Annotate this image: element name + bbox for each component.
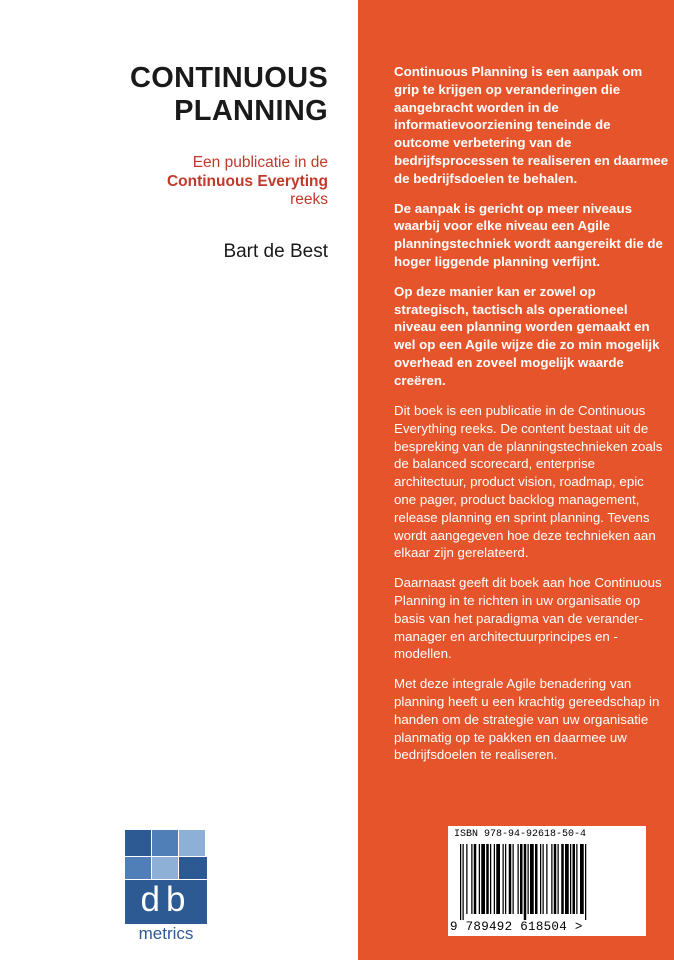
barcode-bar (570, 844, 571, 914)
barcode-bar (490, 844, 491, 914)
barcode-bar (509, 844, 512, 914)
barcode-digits: 9 789492 618504 > (450, 920, 583, 934)
barcode-bar (573, 844, 576, 914)
blurb-paragraph: Dit boek is een publicatie in de Continuous Everything reeks. De content bestaat uit de bespreking van de planningstechnieken zoals de balanced scorecard, enterprise architectuur, product vision, roadmap, epic one pager, product backlog management, release planning en sprint planning. Tevens wordt aangegeven hoe deze technieken aan elkaar zijn gerelateerd. (394, 403, 663, 561)
logo-db-text: db (125, 880, 207, 924)
author-name: Bart de Best (223, 241, 328, 262)
blurb-paragraph: Continuous Planning is een aanpak om grip te krijgen op veranderingen die aangebracht worden in de informatievoorziening teneinde de outcome verbetering van de bedrijfsprocessen te realiseren en daarmee de bedrijfsdoelen te behalen. (394, 64, 669, 186)
blurb-regular-section (394, 402, 669, 776)
isbn-barcode (448, 826, 646, 936)
barcode-bar (520, 844, 523, 914)
blurb-paragraph: De aanpak is gericht op meer niveaus waarbij voor elke niveau een Agile planningstechniek wordt aangereikt die de hoger liggende planning verfijnt. (394, 200, 663, 269)
barcode-bar (561, 844, 564, 914)
barcode-bar (505, 844, 506, 914)
title-line-2: PLANNING (174, 95, 328, 127)
logo-metrics-text: metrics (138, 924, 194, 943)
logo-square (152, 857, 178, 879)
subtitle-line-3: reeks (290, 191, 328, 208)
logo-square (125, 857, 151, 879)
barcode-bar (535, 844, 538, 914)
barcode-bar (585, 844, 586, 920)
barcode-bar (474, 844, 477, 914)
blurb-paragraph: Daarnaast geeft dit boek aan hoe Continuous Planning in te richten in uw organisatie op basis van het paradigma van de verander-manager en architectuurprincipes en -modellen. (394, 575, 662, 662)
barcode-bar (530, 844, 534, 914)
barcode-bar (554, 844, 557, 914)
logo-square (179, 830, 205, 856)
blurb-paragraph: Met deze integrale Agile benadering van planning heeft u een krachtig gereedschap in handen om de strategie van uw organisatie planmatig op te pakken en daarmee uw bedrijfsdoelen te realiseren. (394, 676, 660, 763)
barcode-bar (543, 844, 544, 914)
barcode-bar (466, 844, 467, 914)
barcode-bar (565, 844, 569, 914)
barcode-bar (551, 844, 552, 914)
barcode-bar (486, 844, 489, 914)
logo-square (125, 830, 151, 856)
barcode-bar (528, 844, 529, 914)
barcode-bar (524, 844, 527, 920)
isbn-label: ISBN 978-94-92618-50-4 (454, 829, 587, 840)
barcode-bar (479, 844, 480, 914)
subtitle-line-1: Een publicatie in de (192, 154, 328, 171)
barcode-bar (513, 844, 514, 914)
title-line-1: CONTINUOUS (130, 62, 328, 94)
barcode-bar (503, 844, 504, 914)
barcode-bar (494, 844, 495, 914)
barcode-bar (460, 844, 461, 920)
barcode-bar (463, 844, 464, 920)
barcode-icon (460, 844, 636, 920)
barcode-bar (518, 844, 519, 914)
barcode-bar (471, 844, 472, 914)
barcode-bar (576, 844, 577, 914)
series-subtitle (167, 154, 328, 210)
barcode-bar (540, 844, 541, 914)
barcode-bar (546, 844, 547, 914)
book-title (130, 62, 328, 128)
barcode-bar (496, 844, 500, 914)
blurb-bold-section (394, 63, 669, 402)
logo-square (152, 830, 178, 856)
subtitle-series-name: Continuous Everyting (166, 172, 328, 190)
blurb-paragraph: Op deze manier kan er zowel op strategisch, tactisch als operationeel niveau een planning worden gemaakt en wel op een Agile wijze die zo min mogelijk overhead en zoveel mogelijk waarde creëren. (394, 283, 660, 388)
barcode-bar (580, 844, 584, 914)
logo-square (179, 857, 207, 879)
barcode-bar (481, 844, 485, 914)
barcode-bar (558, 844, 559, 914)
